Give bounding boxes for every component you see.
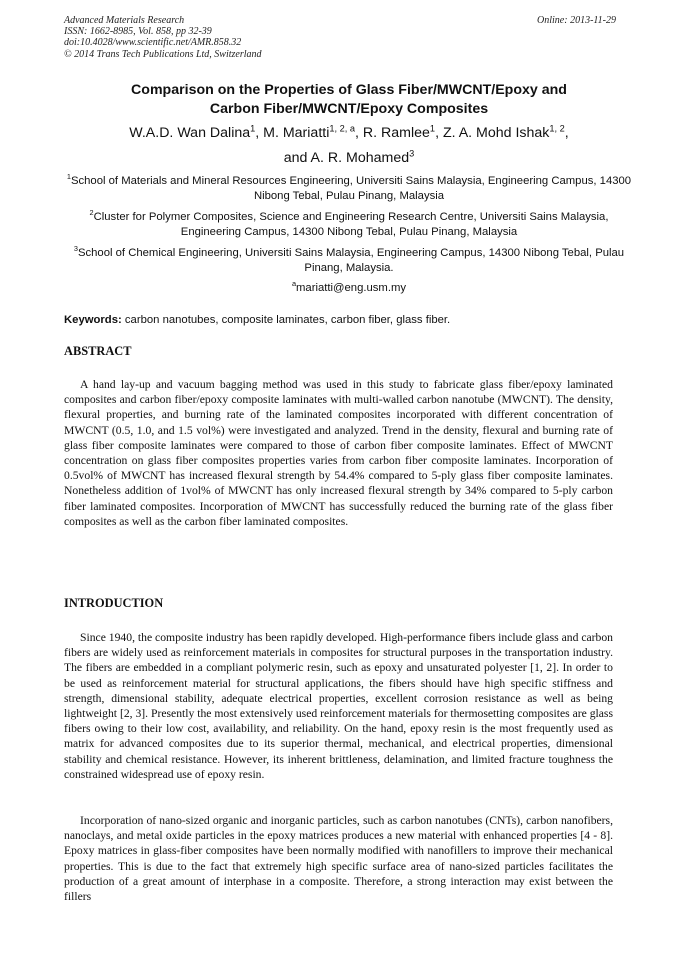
journal-name: Advanced Materials Research bbox=[64, 15, 185, 26]
affiliation-mark: 3 bbox=[73, 244, 78, 254]
paper-title-line-1: Comparison on the Properties of Glass Fiber/MWCNT/Epoxy and bbox=[131, 82, 567, 98]
affiliation-3 bbox=[64, 246, 634, 277]
corresponding-email[interactable] bbox=[64, 281, 634, 296]
author-line-2 bbox=[64, 146, 634, 171]
paper-title-line-2: Carbon Fiber/MWCNT/Epoxy Composites bbox=[209, 100, 489, 117]
introduction-paragraph-1: Since 1940, the composite industry has been rapidly developed. High-performance fibers include glass and carbon fibers are widely used as reinforcement materials in composites for structural purposes in the transportation industry. The fibers are embedded in a compliant polymeric resin, such as epoxy and unsaturated polyester [1, 2]. In order to be used as reinforcement material for structural applications, the fibers should have high specific stiffness and strength, dimensional stability, adequate electrical properties, excellent corrosion resistance as well as being lightweight [2, 3]. Presently the most extensively used reinforcement materials for thermosetting composites are glass fibers owing to their low cost, availability, and reliability. On the hand, epoxy resin is the most frequently used as matrix for advanced composites due to its superior thermal, mechanical, and electrical properties, dimensional stability and chemical resistance. However, its inherent brittleness, delamination, and limited fracture toughness the constrained widespread use of epoxy resin. bbox=[64, 631, 613, 781]
email-mark: a bbox=[291, 279, 297, 289]
author-list bbox=[64, 121, 634, 171]
affiliation-text: School of Materials and Mineral Resources Engineering, Universiti Sains Malaysia, Engineering Campus, 14300 Nibong Tebal, Pulau Pinang, Malaysia bbox=[70, 175, 632, 203]
online-date: Online: 2013-11-29 bbox=[537, 15, 616, 26]
affiliation-mark: 1 bbox=[66, 172, 71, 182]
journal-issn: ISSN: 1662-8985, Vol. 858, pp 32-39 bbox=[64, 26, 212, 38]
author-name: , M. Mariatti bbox=[255, 125, 330, 141]
paper-title bbox=[64, 81, 634, 118]
author-name: , Z. A. Mohd Ishak bbox=[435, 125, 550, 141]
affiliation-text: School of Chemical Engineering, Universiti Sains Malaysia, Engineering Campus, 14300 Nibong Tebal, Pulau Pinang, Malaysia. bbox=[77, 247, 625, 275]
author-name: and A. R. Mohamed bbox=[283, 150, 410, 166]
journal-doi: doi:10.4028/www.scientific.net/AMR.858.32 bbox=[64, 37, 242, 49]
affiliation-2 bbox=[64, 210, 634, 241]
affiliation-1 bbox=[64, 174, 634, 205]
journal-copyright: © 2014 Trans Tech Publications Ltd, Switzerland bbox=[64, 48, 262, 60]
affiliation-mark: 2 bbox=[89, 208, 94, 218]
author-separator: , bbox=[564, 125, 569, 141]
author-affiliation-mark: 3 bbox=[409, 148, 415, 159]
keywords-text: carbon nanotubes, composite laminates, carbon fiber, glass fiber. bbox=[121, 314, 451, 326]
keywords-label: Keywords: bbox=[64, 314, 122, 326]
author-name: , R. Ramlee bbox=[355, 125, 430, 141]
author-affiliation-mark: 1 bbox=[250, 123, 256, 134]
author-affiliation-mark: 1, 2, a bbox=[329, 123, 356, 134]
abstract-heading: ABSTRACT bbox=[64, 344, 132, 358]
author-line-1 bbox=[64, 121, 634, 146]
author-affiliation-mark: 1, 2 bbox=[549, 123, 565, 134]
email-address[interactable]: mariatti@eng.usm.my bbox=[296, 282, 407, 294]
affiliation-text: Cluster for Polymer Composites, Science and Engineering Research Centre, Universiti Sains Malaysia, Engineering Campus, 14300 Nibong Tebal, Pulau Pinang, Malaysia bbox=[93, 211, 609, 239]
introduction-paragraph-2: Incorporation of nano-sized organic and inorganic particles, such as carbon nanotubes (CNTs), carbon nanofibers, nanoclays, and metal oxide particles in the epoxy matrices produces a new material with enhanced properties [4 - 8]. Epoxy matrices in glass-fiber composites have been normally modified with nanofillers to improve their mechanical properties. This is due to the fact that extremely high specific surface area of nano-sized particles facilitates the production of a great amount of interphase in a composite. Therefore, a strong interaction may exist between the fillers bbox=[64, 814, 613, 904]
author-name: W.A.D. Wan Dalina bbox=[129, 125, 251, 141]
introduction-heading: INTRODUCTION bbox=[64, 596, 164, 610]
journal-header bbox=[64, 15, 616, 60]
author-affiliation-mark: 1 bbox=[429, 123, 436, 134]
abstract-paragraph: A hand lay-up and vacuum bagging method was used in this study to fabricate glass fiber/epoxy laminated composites and carbon fiber/epoxy composite laminates with multi-walled carbon nanotube (MWCNT). The density, flexural properties, and burning rate of the laminated composites incorporated with different concentration of MWCNT (0.5, 1.0, and 1.5 vol%) were investigated and analyzed. Trend in the density, flexural and burning rate of glass fiber composite laminates were compared to those of carbon fiber composite laminates. Effect of MWCNT concentration on glass fiber composites properties varies from carbon fiber composite laminates. Incorporation of 0.5vol% of MWCNT has increased flexural strength by 54.4% compared to 5-ply glass fiber composite laminates. Nonetheless addition of 1vol% of MWCNT has only increased flexural strength by 34% compared to 5-ply carbon fiber laminated composites. Incorporation of MWCNT has successfully reduced the burning rate of the glass fiber composites as well as the carbon fiber laminated composites. bbox=[64, 378, 613, 528]
keywords-line bbox=[64, 313, 634, 328]
